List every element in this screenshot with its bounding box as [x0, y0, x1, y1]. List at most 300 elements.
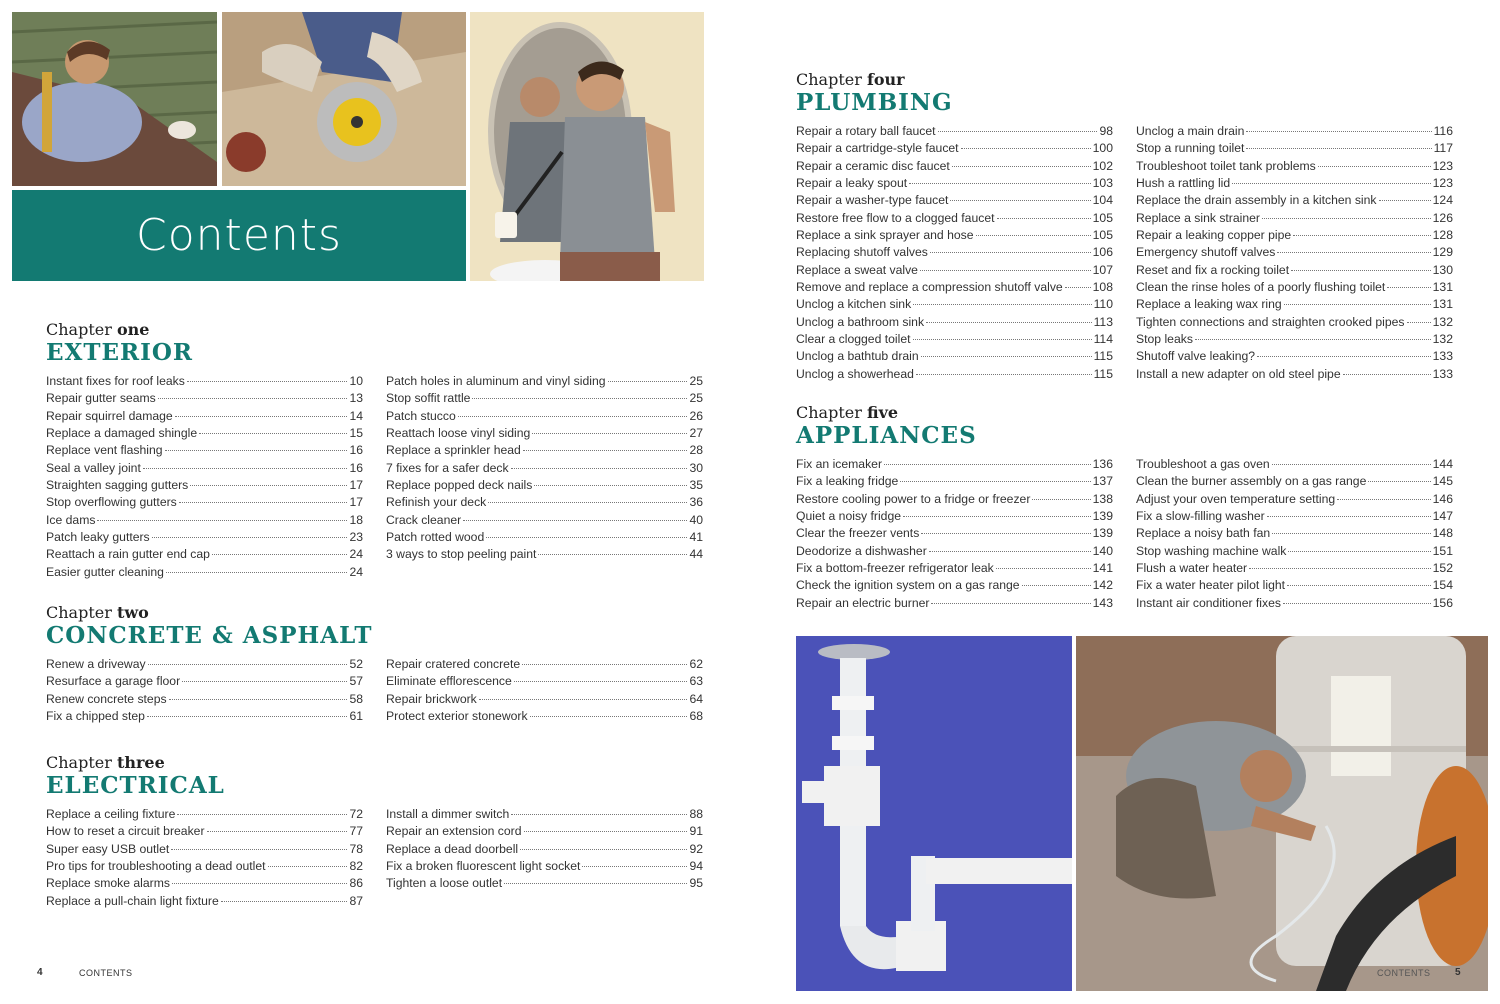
toc-entry-page: 147 [1432, 509, 1453, 524]
toc-entry-page: 140 [1092, 543, 1113, 558]
toc-entry-page: 100 [1092, 141, 1113, 156]
toc-entry-title: Remove and replace a compression shutoff valve [796, 280, 1063, 295]
dot-leader [930, 252, 1091, 253]
toc-entry [46, 673, 363, 690]
toc-entry-page: 27 [689, 426, 703, 441]
toc-entry [796, 508, 1113, 525]
toc-entry-title: 7 fixes for a safer deck [386, 460, 509, 475]
toc-entry-title: Emergency shutoff valves [1136, 245, 1276, 260]
toc-entry-page: 24 [349, 547, 363, 562]
chapter-five-heading [796, 404, 977, 450]
dot-leader [1262, 218, 1431, 219]
dot-leader [1293, 235, 1431, 236]
toc-entry-title: Replace a noisy bath fan [1136, 526, 1271, 541]
toc-entry-title: Protect exterior stonework [386, 709, 528, 724]
toc-entry-page: 154 [1432, 578, 1453, 593]
chapter-title: ELECTRICAL [46, 772, 225, 799]
toc-entry [1136, 158, 1453, 175]
toc-entry-page: 114 [1093, 332, 1113, 347]
toc-entry [1136, 210, 1453, 227]
dot-leader [1407, 322, 1431, 323]
toc-entry [46, 408, 363, 425]
toc-entry-page: 78 [349, 841, 363, 856]
toc-entry-title: Deodorize a dishwasher [796, 543, 927, 558]
toc-entry [796, 560, 1113, 577]
chapter-title: APPLIANCES [796, 422, 977, 449]
toc-entry-title: Fix a water heater pilot light [1136, 578, 1286, 593]
toc-entry-page: 52 [349, 657, 363, 671]
toc-entry-title: Fix an icemaker [796, 457, 883, 471]
dot-leader [929, 551, 1091, 552]
toc-entry [386, 390, 703, 407]
toc-entry-page: 25 [689, 374, 703, 388]
toc-entry [1136, 175, 1453, 192]
toc-entry-title: Fix a bottom-freezer refrigerator leak [796, 561, 994, 576]
toc-entry [386, 546, 703, 563]
dot-leader [1343, 374, 1431, 375]
dot-leader [921, 533, 1090, 534]
toc-entry-page: 16 [349, 443, 363, 458]
toc-entry [796, 175, 1113, 192]
toc-entry-title: Tighten connections and straighten crooked pipes [1136, 314, 1405, 329]
dot-leader [175, 416, 347, 417]
dot-leader [1249, 568, 1431, 569]
dot-leader [1277, 252, 1430, 253]
toc-entry-title: Unclog a bathroom sink [796, 314, 925, 329]
toc-entry-page: 152 [1432, 561, 1453, 576]
dot-leader [1272, 533, 1431, 534]
toc-entry-page: 132 [1432, 332, 1453, 347]
toc-entry [796, 577, 1113, 594]
dot-leader [520, 849, 687, 850]
toc-entry [386, 460, 703, 477]
toc-entry [796, 525, 1113, 542]
toc-entry-page: 105 [1092, 228, 1113, 243]
toc-entry-title: Stop washing machine walk [1136, 543, 1287, 558]
toc-entry-title: Fix a slow-filling washer [1136, 509, 1265, 524]
dot-leader [148, 664, 347, 665]
toc-entry [46, 564, 363, 581]
toc-entry-title: Seal a valley joint [46, 460, 141, 475]
toc-entry-page: 61 [349, 709, 363, 724]
dot-leader [903, 516, 1091, 517]
toc-entry-title: Repair gutter seams [46, 391, 156, 406]
toc-entry-title: Unclog a kitchen sink [796, 297, 912, 312]
toc-entry-title: Repair a ceramic disc faucet [796, 158, 950, 173]
toc-entry-page: 25 [689, 391, 703, 406]
toc-entry-title: Repair a leaking copper pipe [1136, 228, 1292, 243]
dot-leader [931, 603, 1090, 604]
dot-leader [608, 381, 688, 382]
toc-entry-title: Troubleshoot a gas oven [1136, 457, 1270, 471]
toc-entry [1136, 192, 1453, 209]
dot-leader [172, 883, 347, 884]
toc-entry [796, 192, 1113, 209]
dot-leader [976, 235, 1091, 236]
toc-entry-page: 95 [689, 876, 703, 891]
toc-entry-title: Stop overflowing gutters [46, 495, 177, 510]
toc-entry-title: Reattach loose vinyl siding [386, 426, 531, 441]
toc-entry-title: Pro tips for troubleshooting a dead outlet [46, 859, 266, 874]
toc-entry [46, 656, 363, 673]
toc-entry [386, 408, 703, 425]
toc-entry [46, 512, 363, 529]
toc-entry-title: Patch rotted wood [386, 530, 485, 545]
toc-entry [796, 158, 1113, 175]
toc-entry [796, 210, 1113, 227]
toc-entry-page: 103 [1092, 176, 1113, 191]
dot-leader [152, 537, 347, 538]
toc-entry-title: Hush a rattling lid [1136, 176, 1231, 191]
toc-entry [1136, 140, 1453, 157]
toc-entry [46, 442, 363, 459]
chapter-five-right-list [1136, 456, 1453, 612]
toc-entry-title: Eliminate efflorescence [386, 674, 512, 689]
toc-entry-title: Adjust your oven temperature setting [1136, 491, 1336, 506]
chapter-title: EXTERIOR [46, 339, 194, 366]
toc-entry [386, 691, 703, 708]
toc-entry [1136, 314, 1453, 331]
chapter-three-left-list [46, 806, 363, 910]
dot-leader [996, 568, 1091, 569]
toc-entry [1136, 366, 1453, 383]
toc-entry [46, 893, 363, 910]
toc-entry-page: 82 [349, 859, 363, 874]
toc-entry-page: 123 [1432, 158, 1453, 173]
toc-entry-page: 107 [1092, 262, 1113, 277]
toc-entry-page: 145 [1432, 474, 1453, 489]
toc-entry-title: Troubleshoot toilet tank problems [1136, 158, 1316, 173]
toc-entry [1136, 491, 1453, 508]
toc-entry-title: Replace a sink sprayer and hose [796, 228, 974, 243]
toc-entry-page: 24 [349, 564, 363, 579]
toc-entry-page: 144 [1432, 457, 1453, 471]
toc-entry-page: 146 [1432, 491, 1453, 506]
dot-leader [961, 148, 1091, 149]
toc-entry-page: 132 [1432, 314, 1453, 329]
toc-entry [386, 875, 703, 892]
dot-leader [514, 681, 687, 682]
dot-leader [582, 866, 687, 867]
toc-entry-page: 92 [689, 841, 703, 856]
toc-entry [1136, 123, 1453, 140]
dot-leader [1257, 356, 1431, 357]
dot-leader [463, 520, 687, 521]
dot-leader [158, 398, 347, 399]
toc-entry-page: 136 [1092, 457, 1113, 471]
toc-entry [796, 348, 1113, 365]
dot-leader [522, 664, 687, 665]
dot-leader [221, 901, 347, 902]
dot-leader [1232, 183, 1430, 184]
chapter-two-heading [46, 604, 372, 650]
toc-entry-page: 62 [689, 657, 703, 671]
toc-entry [46, 858, 363, 875]
toc-entry-title: Stop leaks [1136, 332, 1193, 347]
toc-entry-page: 110 [1093, 297, 1113, 312]
toc-entry-title: Replace smoke alarms [46, 876, 170, 891]
toc-entry-page: 106 [1092, 245, 1113, 260]
toc-entry [46, 425, 363, 442]
toc-entry-page: 86 [349, 876, 363, 891]
toc-entry-page: 13 [349, 391, 363, 406]
dot-leader [1379, 200, 1431, 201]
toc-entry-title: Replace a sink strainer [1136, 210, 1260, 225]
toc-entry-page: 129 [1432, 245, 1453, 260]
toc-entry-title: Clear the freezer vents [796, 526, 920, 541]
chapter-kicker: Chapter five [796, 403, 899, 422]
dot-leader [472, 398, 687, 399]
toc-entry-title: Reset and fix a rocking toilet [1136, 262, 1290, 277]
toc-entry-title: Clear a clogged toilet [796, 332, 911, 347]
toc-entry-title: Replace a sweat valve [796, 262, 918, 277]
toc-entry-title: Fix a broken fluorescent light socket [386, 859, 581, 874]
toc-entry [386, 494, 703, 511]
toc-entry-page: 138 [1092, 491, 1113, 506]
toc-entry-page: 40 [689, 512, 703, 527]
dot-leader [1284, 304, 1431, 305]
chapter-four-right-list [1136, 123, 1453, 383]
toc-entry-page: 87 [349, 893, 363, 908]
toc-entry [46, 460, 363, 477]
dot-leader [538, 554, 687, 555]
toc-entry [796, 456, 1113, 473]
toc-entry [796, 366, 1113, 383]
toc-entry [46, 546, 363, 563]
chapter-title: CONCRETE & ASPHALT [46, 622, 373, 649]
toc-entry-page: 44 [689, 547, 703, 562]
toc-entry-page: 23 [349, 530, 363, 545]
dot-leader [1283, 603, 1431, 604]
toc-entry-page: 15 [349, 426, 363, 441]
toc-entry [46, 806, 363, 823]
toc-entry [46, 841, 363, 858]
toc-entry-title: Fix a chipped step [46, 709, 145, 724]
toc-entry-title: Ice dams [46, 512, 96, 527]
toc-entry-page: 139 [1092, 509, 1113, 524]
toc-entry-page: 151 [1432, 543, 1453, 558]
toc-entry-page: 124 [1432, 193, 1453, 208]
toc-entry-title: Reattach a rain gutter end cap [46, 547, 210, 562]
toc-entry-page: 141 [1092, 561, 1113, 576]
toc-entry-title: Fix a leaking fridge [796, 474, 899, 489]
dot-leader [950, 200, 1090, 201]
toc-entry-page: 137 [1092, 474, 1113, 489]
chapter-one-right-list [386, 373, 703, 564]
dot-leader [997, 218, 1091, 219]
toc-entry-page: 126 [1432, 210, 1453, 225]
toc-entry-title: Check the ignition system on a gas range [796, 578, 1020, 593]
toc-entry-page: 63 [689, 674, 703, 689]
toc-entry [386, 806, 703, 823]
toc-entry-title: Replace a leaking wax ring [1136, 297, 1282, 312]
dot-leader [1291, 270, 1431, 271]
dot-leader [171, 849, 347, 850]
toc-entry-page: 35 [689, 478, 703, 493]
toc-entry [1136, 244, 1453, 261]
right-page-number: 5 [1455, 967, 1461, 978]
toc-entry-title: Unclog a showerhead [796, 366, 914, 381]
toc-entry-title: Restore cooling power to a fridge or freezer [796, 491, 1031, 506]
toc-entry-title: Install a dimmer switch [386, 807, 510, 821]
toc-entry-title: Repair a washer-type faucet [796, 193, 949, 208]
toc-entry [796, 244, 1113, 261]
toc-entry-page: 123 [1432, 176, 1453, 191]
dot-leader [926, 322, 1092, 323]
dot-leader [199, 433, 347, 434]
toc-entry-title: Repair cratered concrete [386, 657, 521, 671]
toc-entry [386, 656, 703, 673]
toc-entry-page: 30 [689, 460, 703, 475]
toc-entry-title: Refinish your deck [386, 495, 487, 510]
toc-entry [386, 529, 703, 546]
dot-leader [143, 468, 347, 469]
toc-entry-title: Instant air conditioner fixes [1136, 595, 1281, 610]
dot-leader [511, 814, 687, 815]
toc-entry-page: 98 [1099, 124, 1113, 138]
toc-entry [386, 841, 703, 858]
mirror-man-photo [470, 12, 704, 281]
dot-leader [165, 450, 347, 451]
dot-leader [532, 433, 687, 434]
toc-entry-title: Repair an electric burner [796, 595, 930, 610]
toc-entry [1136, 560, 1453, 577]
toc-entry-title: Replacing shutoff valves [796, 245, 928, 260]
toc-entry-page: 128 [1432, 228, 1453, 243]
toc-entry-title: Renew concrete steps [46, 691, 167, 706]
toc-entry [46, 390, 363, 407]
toc-entry-title: Stop a running toilet [1136, 141, 1245, 156]
toc-entry-page: 130 [1432, 262, 1453, 277]
dot-leader [921, 356, 1092, 357]
toc-entry-title: Shutoff valve leaking? [1136, 349, 1256, 364]
toc-entry-title: How to reset a circuit breaker [46, 824, 205, 839]
toc-entry-page: 156 [1432, 595, 1453, 610]
toc-entry-page: 26 [689, 408, 703, 423]
toc-entry [46, 708, 363, 725]
toc-entry [1136, 262, 1453, 279]
dot-leader [913, 304, 1091, 305]
dot-leader [486, 537, 687, 538]
toc-entry-page: 116 [1433, 124, 1453, 138]
toc-entry [1136, 227, 1453, 244]
toc-entry-page: 17 [349, 495, 363, 510]
toc-entry [1136, 473, 1453, 490]
toc-entry [46, 373, 363, 390]
toc-entry-page: 91 [689, 824, 703, 839]
toc-entry-title: Repair an extension cord [386, 824, 522, 839]
toc-entry [386, 512, 703, 529]
toc-entry [1136, 331, 1453, 348]
toc-entry-page: 131 [1432, 297, 1453, 312]
toc-entry-page: 117 [1433, 141, 1453, 156]
toc-entry-page: 68 [689, 709, 703, 724]
drain-trap-photo [796, 636, 1072, 991]
contents-banner [12, 190, 466, 281]
toc-entry [46, 691, 363, 708]
toc-entry [796, 140, 1113, 157]
toc-entry-title: Stop soffit rattle [386, 391, 471, 406]
chapter-kicker: Chapter two [46, 603, 149, 622]
dot-leader [479, 699, 687, 700]
dot-leader [458, 416, 687, 417]
toc-entry-page: 58 [349, 691, 363, 706]
dot-leader [1267, 516, 1431, 517]
dot-leader [1246, 148, 1431, 149]
dot-leader [511, 468, 687, 469]
toc-entry-title: Repair a cartridge-style faucet [796, 141, 959, 156]
dot-leader [190, 485, 347, 486]
dot-leader [488, 502, 687, 503]
toc-entry [386, 425, 703, 442]
dot-leader [938, 131, 1097, 132]
toc-entry-title: 3 ways to stop peeling paint [386, 547, 537, 562]
toc-entry-page: 28 [689, 443, 703, 458]
toc-entry-title: Renew a driveway [46, 657, 146, 671]
toc-entry [1136, 595, 1453, 612]
toc-entry [796, 331, 1113, 348]
toc-entry-page: 88 [689, 807, 703, 821]
dot-leader [1288, 551, 1430, 552]
dot-leader [212, 554, 347, 555]
toc-entry [796, 262, 1113, 279]
toc-entry-title: Easier gutter cleaning [46, 564, 164, 579]
toc-entry [386, 442, 703, 459]
toc-entry-page: 16 [349, 460, 363, 475]
toc-entry-page: 131 [1432, 280, 1453, 295]
dot-leader [1287, 585, 1431, 586]
toc-entry-title: Quiet a noisy fridge [796, 509, 902, 524]
dot-leader [147, 716, 347, 717]
toc-entry [386, 858, 703, 875]
toc-entry-title: Replace a dead doorbell [386, 841, 519, 856]
toc-entry-title: Clean the burner assembly on a gas range [1136, 474, 1367, 489]
toc-entry-title: Install a new adapter on old steel pipe [1136, 366, 1341, 381]
toc-entry-page: 17 [349, 478, 363, 493]
toc-entry-page: 72 [349, 807, 363, 821]
roof-worker-photo [12, 12, 217, 186]
chapter-one-left-list [46, 373, 363, 581]
toc-entry [386, 708, 703, 725]
dot-leader [187, 381, 347, 382]
toc-entry [796, 473, 1113, 490]
toc-entry [46, 494, 363, 511]
toc-entry-title: Replace popped deck nails [386, 478, 533, 493]
toc-entry-page: 18 [349, 512, 363, 527]
toc-entry [386, 477, 703, 494]
toc-entry-title: Patch stucco [386, 408, 456, 423]
dot-leader [1032, 499, 1090, 500]
left-running-footer: CONTENTS [79, 968, 133, 978]
toc-entry [46, 823, 363, 840]
toc-entry-title: Patch leaky gutters [46, 530, 150, 545]
toc-entry [796, 296, 1113, 313]
circular-saw-photo [222, 12, 466, 186]
dot-leader [909, 183, 1091, 184]
toc-entry-title: Unclog a main drain [1136, 124, 1245, 138]
dot-leader [1368, 481, 1430, 482]
toc-entry-title: Replace vent flashing [46, 443, 163, 458]
toc-entry-title: Repair a rotary ball faucet [796, 124, 936, 138]
chapter-kicker: Chapter three [46, 753, 165, 772]
toc-entry-page: 94 [689, 859, 703, 874]
toc-entry-title: Replace a sprinkler head [386, 443, 521, 458]
toc-entry-title: Repair brickwork [386, 691, 477, 706]
chapter-four-heading [796, 71, 953, 117]
toc-entry-page: 104 [1092, 193, 1113, 208]
toc-entry-page: 115 [1093, 349, 1113, 364]
dot-leader [97, 520, 347, 521]
